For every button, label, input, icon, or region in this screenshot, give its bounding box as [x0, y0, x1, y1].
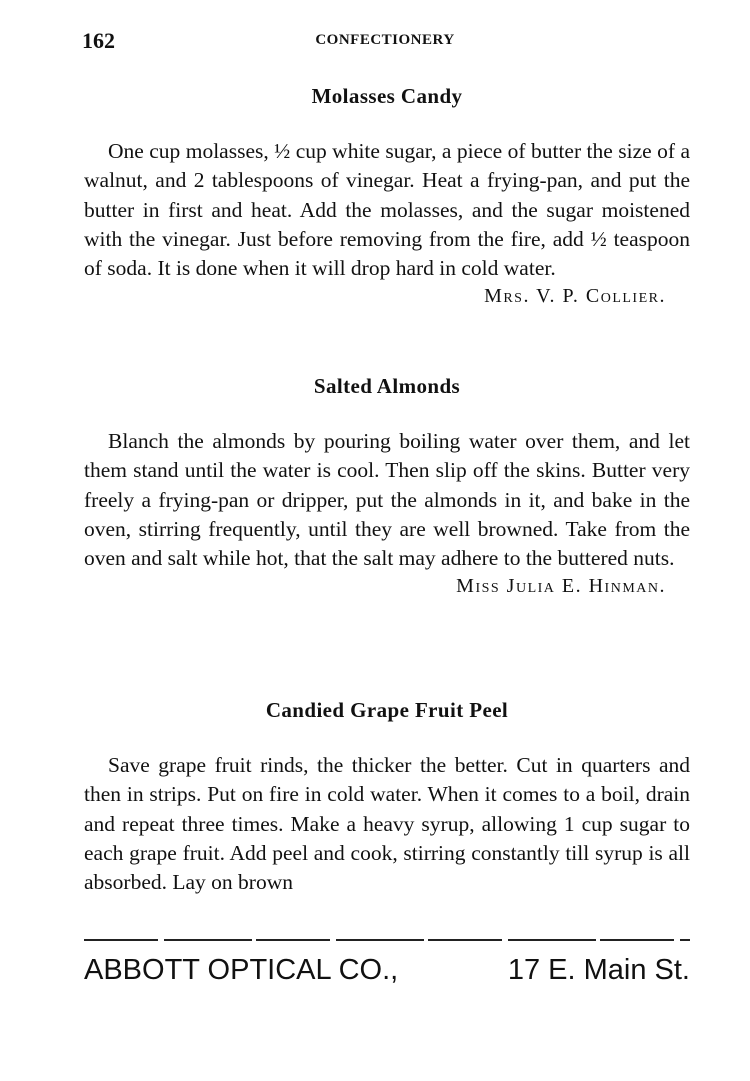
recipe-author: Miss Julia E. Hinman. [456, 575, 666, 598]
recipe-body: Save grape fruit rinds, the thicker the better. Cut in quarters and then in strips. Put on fire in cold water. When it comes to a boil, drain and repeat three times. Make a heavy syrup, allowing 1 cup sugar to each grape fruit. Add peel and cook, stirring constantly till syrup is all absorbed. Lay on brown [84, 753, 690, 895]
recipe-body: Blanch the almonds by pouring boiling water over them, and let them stand until the water is cool. Then slip off the skins. Butter very freely a frying-pan or dripper, put the almonds in it, and bake in the oven, stirring frequently, until they are well browned. Take from the oven and salt while hot, that the salt may adhere to the buttered nuts. [84, 429, 690, 571]
recipe-author: Mrs. V. P. Collier. [484, 285, 666, 308]
recipe-molasses-candy [84, 84, 690, 309]
recipe-title: Candied Grape Fruit Peel [265, 698, 509, 722]
recipe-body: One cup molasses, ½ cup white sugar, a piece of butter the size of a walnut, and 2 tablespoons of vinegar. Heat a frying-pan, and put the butter in first and heat. Add the molasses, and the sugar moistened with the vinegar. Just before removing from the fire, add ½ teaspoon of soda. It is done when it will drop hard in cold water. [84, 139, 690, 281]
footer-advertisement [84, 954, 690, 994]
recipe-salted-almonds [84, 374, 690, 599]
page-header [82, 28, 688, 56]
recipe-title: Salted Almonds [313, 374, 461, 398]
advertiser-address: 17 E. Main St. [507, 954, 690, 986]
recipe-title: Molasses Candy [311, 84, 463, 108]
recipe-candied-grape-fruit-peel [84, 698, 690, 897]
advertiser-name: ABBOTT OPTICAL CO., [84, 954, 399, 986]
footer-divider [84, 939, 690, 941]
running-head: CONFECTIONERY [315, 32, 455, 48]
page-number: 162 [82, 28, 115, 53]
